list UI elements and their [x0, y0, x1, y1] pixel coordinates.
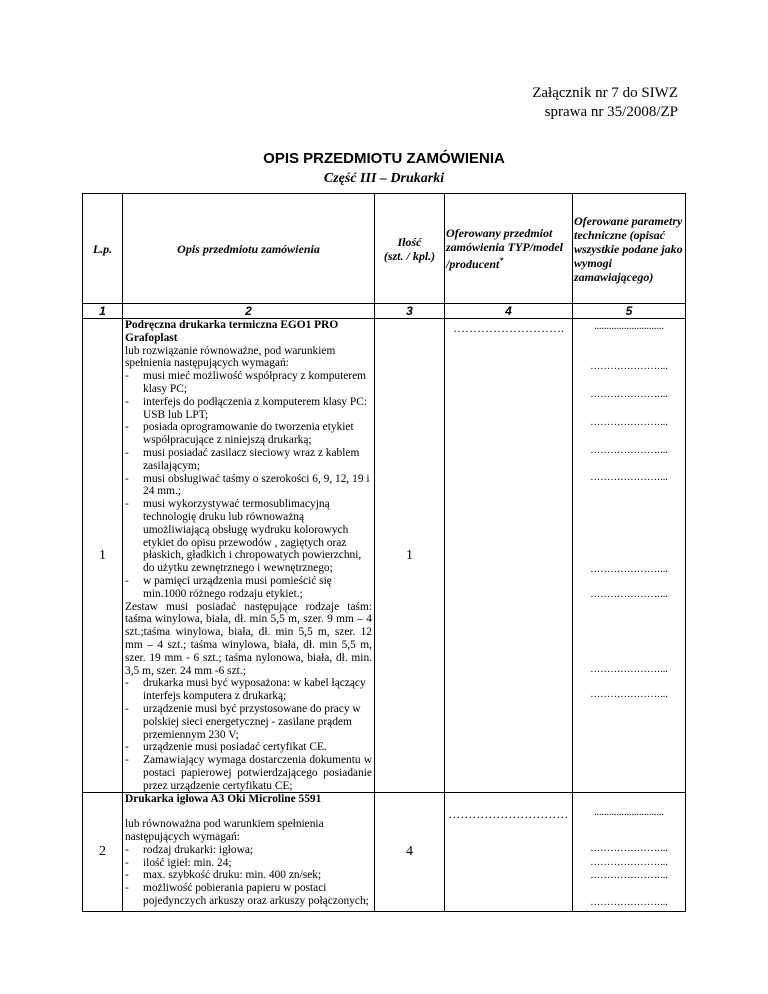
specification-table	[82, 193, 686, 912]
requirements-list	[125, 370, 372, 600]
col-number: 4	[445, 304, 573, 319]
annex-label: Załącznik nr 7 do SIWZ	[532, 85, 678, 101]
list-item: - max. szybkość druku: min. 400 zn/sek;	[125, 869, 372, 882]
list-item: - posiada oprogramowanie do tworzenia etykiet współpracujące z niniejszą drukarką;	[125, 421, 372, 447]
table-row	[83, 793, 686, 912]
param-line: …………………...	[590, 870, 668, 882]
table-row	[83, 319, 686, 793]
param-line: …………………...	[590, 897, 668, 909]
list-item: - musi mieć możliwość współpracy z komputerem klasy PC;	[125, 370, 372, 396]
header-description: Opis przedmiotu zamówienia	[123, 194, 375, 304]
param-line: …………………...	[590, 417, 668, 428]
param-line: …………………...	[590, 389, 668, 400]
item-title-brand: Grafoplast	[125, 331, 178, 344]
row-quantity: 1	[375, 319, 445, 793]
item-title: Drukarka igłowa A3 Oki Microline 5591	[125, 793, 322, 806]
list-item: - Zamawiający wymaga dostarczenia dokumentu w postaci papierowej potwierdzającego posiadanie przez urządzenie certyfikatu CE;	[125, 754, 372, 792]
document-subtitle: Część III – Drukarki	[323, 171, 445, 186]
document-title: OPIS PRZEDMIOTU ZAMÓWIENIA	[263, 150, 505, 167]
list-item: - w pamięci urządzenia musi pomieścić się min.1000 różnego rodzaju etykiet.;	[125, 575, 372, 601]
requirements-list	[125, 677, 372, 792]
list-item: - ilość igieł: min. 24;	[125, 857, 372, 870]
list-item: - rodzaj drukarki: igłowa;	[125, 844, 372, 857]
list-item: - urządzenie musi być przystosowane do pracy w polskiej sieci energetycznej - zasilane prądem przemiennym 230 V;	[125, 703, 372, 741]
header-offered-parameters: Oferowane parametry techniczne (opisać wszystkie podane jako wymogi zamawiającego)	[573, 194, 686, 304]
param-line: …………………...	[590, 664, 668, 675]
param-line: ............................	[594, 807, 664, 819]
offered-item-field[interactable]: …………………………	[445, 793, 573, 912]
item-intro: lub równoważna pod warunkiem spełnienia następujących wymagań:	[125, 818, 324, 844]
header-row	[83, 194, 686, 304]
header-lp: L.p.	[83, 194, 123, 304]
list-item: - możliwość pobierania papieru w postaci pojedynczych arkuszy oraz arkuszy połączonych;	[125, 882, 372, 908]
item-title: Podręczna drukarka termiczna EGO1 PRO	[125, 319, 339, 331]
footnote-mark: *	[499, 256, 504, 265]
requirements-list	[125, 844, 372, 908]
list-item: - interfejs do podłączenia z komputerem klasy PC: USB lub LPT;	[125, 396, 372, 422]
header-reference	[532, 84, 678, 122]
param-line: …………………...	[590, 843, 668, 855]
param-line: …………………...	[590, 564, 668, 575]
row-lp: 2	[83, 793, 123, 912]
param-line: …………………...	[590, 857, 668, 869]
col-number: 3	[375, 304, 445, 319]
case-number: sprawa nr 35/2008/ZP	[544, 104, 678, 120]
column-number-row	[83, 304, 686, 319]
col-number: 1	[83, 304, 123, 319]
param-line: …………………...	[590, 445, 668, 456]
list-item: - musi posiadać zasilacz sieciowy wraz z kablem zasilającym;	[125, 447, 372, 473]
tape-set-text: Zestaw musi posiadać następujące rodzaje taśm: taśma winylowa, biała, dł. min 5,5 m, szer. 9 mm – 4 szt.;taśma winylowa, biała, dł. min 5,5 m, szer. 12 mm – 4 szt.; taśma winylowa, biała, dł. min 5,5 m, szer. 19 mm - 6 szt.; taśma nylonowa, biała, dł. min. 3,5 m, szer. 24 mm -6 szt.;	[125, 600, 372, 677]
list-item: - drukarka musi być wyposażona: w kabel łączący interfejs komputera z drukarką;	[125, 677, 372, 703]
header-quantity: Ilość (szt. / kpl.)	[375, 194, 445, 304]
row-quantity: 4	[375, 793, 445, 912]
param-line: ............................	[594, 321, 664, 332]
param-line: …………………...	[590, 589, 668, 600]
offered-parameters-field[interactable]	[573, 793, 686, 912]
item-intro: lub rozwiązanie równoważne, pod warunkiem spełnienia następujących wymagań:	[125, 344, 336, 370]
list-item: - urządzenie musi posiadać certyfikat CE.	[125, 741, 372, 754]
offered-item-field[interactable]: ……………………….	[445, 319, 573, 793]
header-offered-item: Oferowany przedmiot zamówienia TYP/model /producent*	[445, 194, 573, 304]
row-description	[123, 319, 375, 793]
row-description	[123, 793, 375, 912]
col-number: 2	[123, 304, 375, 319]
row-lp: 1	[83, 319, 123, 793]
col-number: 5	[573, 304, 686, 319]
list-item: - musi obsługiwać taśmy o szerokości 6, 9, 12, 19 i 24 mm.;	[125, 473, 372, 499]
offered-parameters-field[interactable]	[573, 319, 686, 793]
param-line: …………………...	[590, 361, 668, 372]
list-item: - musi wykorzystywać termosublimacyjną technologię druku lub równoważną umożliwiającą obsługę wydruku kolorowych etykiet do opisu przewodów , zagiętych oraz płaskich, gładkich i chropowatych powierzchni, do użytku zewnętrznego i wewnętrznego;	[125, 498, 372, 575]
param-line: …………………...	[590, 689, 668, 700]
param-line: …………………...	[590, 472, 668, 483]
